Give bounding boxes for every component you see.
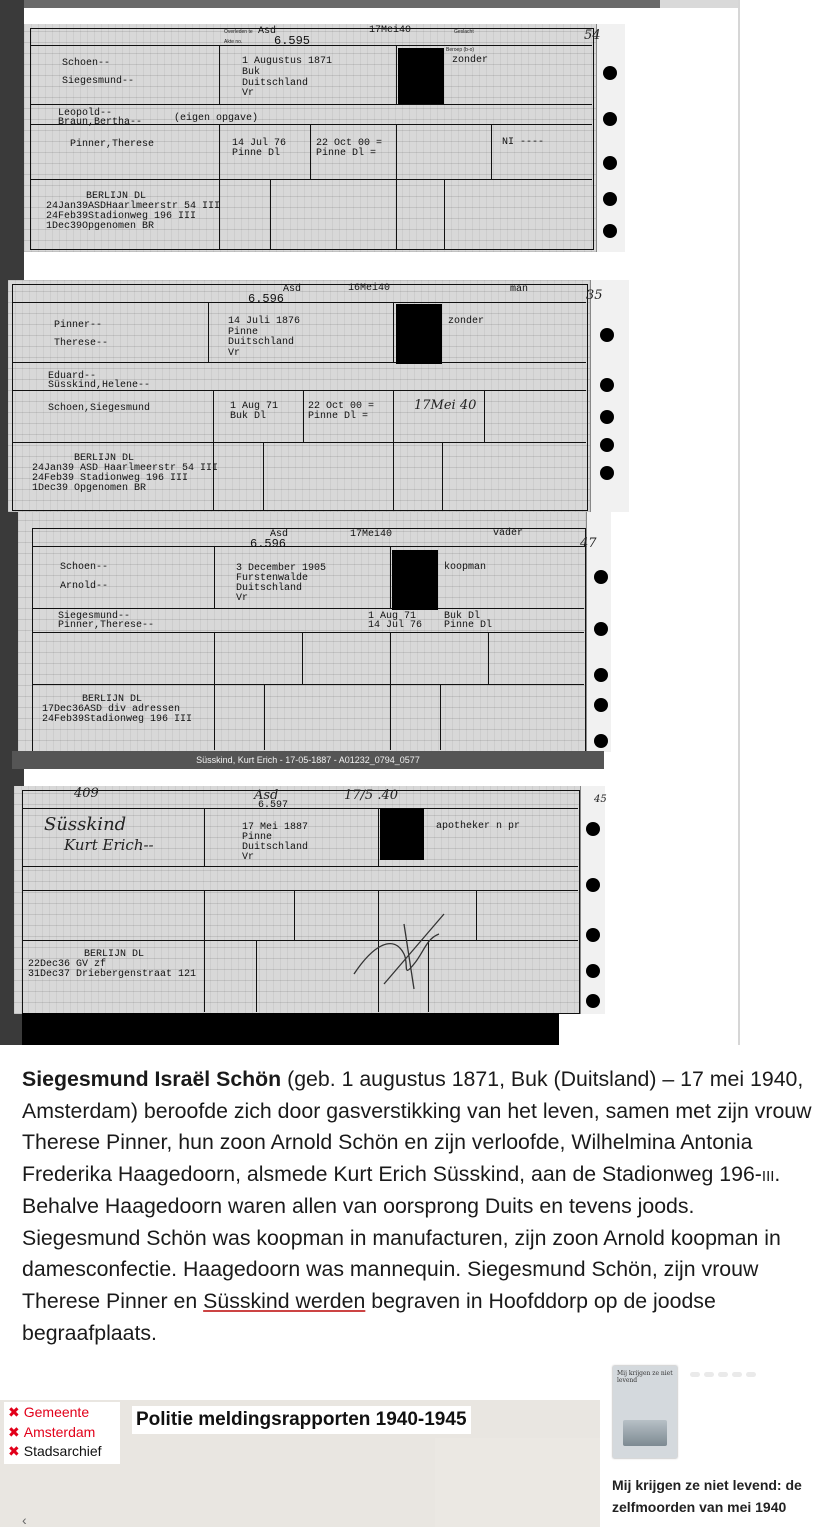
card-mother-born-date: 14 Jul 76 [368,620,423,631]
card-country: Duitschland [242,842,309,853]
card-spouse: Pinner,Therese [70,139,155,150]
book-cover-image [623,1420,667,1446]
card-address-1: 24Jan39ASDHaarlmeerstr 54 III [46,201,221,212]
label-geslacht: Geslacht [454,29,474,35]
card-annotation: 17Mei 40 [414,398,477,413]
card-birth-place: Pinne [242,832,273,843]
card-firstnames: Arnold-- [60,581,109,592]
card-akte: 6.595 [274,34,311,48]
card-married-place: Pinne Dl = [308,411,369,422]
card-profession: koopman [444,562,487,573]
card-father-born-date: 1 Aug 71 [368,611,417,622]
article-text-2: . Behalve Haagedoorn waren allen van oorsprong Duits en tevens joods. Siegesmund Schön was koopman in manufacturen, zijn zoon Arnold koopman in damesconfectie. Haagedoorn was mannequin. Siegesmund Schön, zijn vrouw Therese Pinner en [22,1162,781,1313]
card-married-date: 22 Oct 00 = [308,401,375,412]
card-married-date: 22 Oct 00 = [316,138,383,149]
card-address-3: 1Dec39Opgenomen BR [46,221,155,232]
card-nat: Vr [242,852,255,863]
card-date: 17/5 .40 [344,788,398,803]
article-paragraph [22,1064,812,1349]
signature-scribble [344,904,484,994]
card-father-born-place: Buk Dl [444,611,481,622]
card-firstnames: Siegesmund-- [62,76,135,87]
card-nat: Vr [242,88,255,99]
label-overleden: Overleden te [224,29,253,35]
article-roman: iii [761,1162,775,1187]
card-akte: 6.596 [248,292,285,306]
top-bar [0,0,740,8]
card-place: Asd [283,284,302,295]
card-address-1: 22Dec36 GV zf [28,959,107,970]
card-birth-place: Furstenwalde [236,573,309,584]
image-caption: Süsskind, Kurt Erich - 17-05-1887 - A01232_0794_0577 [12,751,604,769]
card-sheet-no: 45 [594,794,607,805]
card-mother: Pinner,Therese-- [58,620,155,631]
book-cover-title: Mij krijgen ze niet levend [617,1370,673,1384]
article-name: Siegesmund Israël Schön [22,1067,282,1091]
card-mother-born-place: Pinne Dl [444,620,493,631]
card-akte: 6.596 [250,537,287,551]
card-profession: zonder [448,316,485,327]
card-city: BERLIJN DL [84,949,145,960]
label-akte: Akte no. [224,39,243,45]
card-country: Duitschland [228,337,295,348]
susskind-link[interactable]: Süsskind werden [203,1288,366,1313]
card-spouse-born-place: Pinne Dl [232,148,281,159]
footer-title: Politie meldingsrapporten 1940-1945 [132,1406,471,1434]
card-spouse-born-date: 14 Jul 76 [232,138,287,149]
card-date: 17Mei40 [350,529,393,540]
card-address-1: 17Dec36ASD div adressen [42,704,181,715]
card-sheet-no: 54 [584,28,601,43]
card-spouse-born-place: Buk Dl [230,411,267,422]
prev-arrow-icon[interactable]: ‹ [22,1512,27,1528]
book-cover[interactable] [613,1366,677,1458]
card-profession: apotheker n pr [436,821,521,832]
card-father: Eduard-- [48,371,97,382]
card-address-2: 31Dec37 Driebergenstraat 121 [28,969,197,980]
card-spouse-born-date: 1 Aug 71 [230,401,279,412]
card-firstnames: Therese-- [54,338,109,349]
card-spouse: Schoen,Siegesmund [48,403,151,414]
card-address-3: 1Dec39 Opgenomen BR [32,483,147,494]
card-mother: Süsskind,Helene-- [48,380,151,391]
carousel-dots[interactable] [690,1364,760,1382]
card-date: 17Mei40 [369,25,412,36]
article-text-3: begraven in Hoofddorp op de joodse begraafplaats. [22,1288,716,1345]
book-caption[interactable]: Mij krijgen ze niet levend: de zelfmoorden van mei 1940 [612,1477,802,1515]
card-firstnames: Kurt Erich-- [64,836,154,854]
card-mother-note: (eigen opgave) [174,113,259,124]
card-address-2: 24Feb39Stadionweg 196 III [42,714,193,725]
card-nat: Vr [228,348,241,359]
registration-card-schoen-siegesmund [24,24,624,252]
card-profession: zonder [452,55,489,66]
card-gender: man [510,284,529,295]
card-place: Asd [258,26,277,37]
card-nat: Vr [236,593,249,604]
card-city: BERLIJN DL [74,453,135,464]
card-surname: Schoen-- [62,58,111,69]
card-surname: Süsskind [44,814,127,835]
logo-line-2: Amsterdam [23,1424,96,1440]
card-akte: 6.597 [258,800,289,811]
card-birth-date: 14 Juli 1876 [228,316,301,327]
card-mother: Braun,Bertha-- [58,117,143,128]
registration-card-susskind-kurt [14,786,607,1014]
card-remark: NI ---- [502,137,545,148]
card-place: Asd [254,788,279,803]
redaction-bar [22,1013,559,1045]
card-surname: Pinner-- [54,320,103,331]
card-birth-date: 1 Augustus 1871 [242,56,333,67]
card-birth-place: Pinne [228,327,259,338]
card-address-2: 24Feb39 Stadionweg 196 III [32,473,189,484]
card-surname: Schoen-- [60,562,109,573]
card-sheet-no: 35 [586,288,603,303]
registration-card-pinner-therese [8,280,628,512]
card-birth-date: 3 December 1905 [236,563,327,574]
card-city: BERLIJN DL [86,191,147,202]
card-gender: vader [493,528,524,539]
label-beroep: Beroep (b-o) [446,47,475,53]
card-address-1: 24Jan39 ASD Haarlmeerstr 54 III [32,463,219,474]
card-date: 16Mei40 [348,283,391,294]
card-married-place: Pinne Dl = [316,148,377,159]
top-bar-end [660,0,740,8]
logo-line-1: Gemeente [23,1404,90,1420]
card-city: BERLIJN DL [82,694,143,705]
card-address-2: 24Feb39Stadionweg 196 III [46,211,197,222]
right-divider [738,0,740,1045]
card-country: Duitschland [236,583,303,594]
card-father: Leopold-- [58,108,113,119]
card-top-no: 409 [74,786,99,801]
card-sheet-no: 47 [580,536,597,551]
card-birth-date: 17 Mei 1887 [242,822,309,833]
card-birth-place: Buk [242,67,261,78]
card-father: Siegesmund-- [58,611,131,622]
card-country: Duitschland [242,78,309,89]
card-place: Asd [270,529,289,540]
article-text-1: (geb. 1 augustus 1871, Buk (Duitsland) – 17 mei 1940, Amsterdam) beroofde zich door gasverstikking van het leven, samen met zijn vrouw Therese Pinner, hun zoon Arnold Schön en zijn verloofde, Wilhelmina Antonia Frederika Haagedoorn, alsmede Kurt Erich Süsskind, aan de Stadionweg 196- [22,1067,812,1187]
logo-line-3: Stadsarchief [23,1443,102,1459]
registration-card-schoen-arnold [18,512,610,752]
stadsarchief-logo[interactable]: ✖ Gemeente ✖ Amsterdam ✖ Stadsarchief [4,1402,120,1464]
